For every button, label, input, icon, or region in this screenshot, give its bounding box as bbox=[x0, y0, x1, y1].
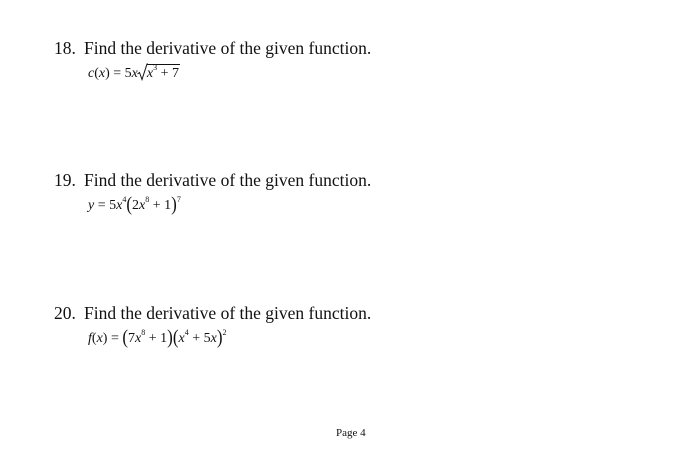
radicand-variable: x bbox=[146, 66, 154, 81]
right-paren: ) bbox=[167, 326, 173, 349]
right-paren: ) bbox=[216, 326, 223, 349]
inner-coefficient: 2 bbox=[132, 198, 140, 213]
outer-exponent: 7 bbox=[176, 195, 181, 204]
inner-exponent: 8 bbox=[145, 195, 150, 204]
problem-20-formula: $f(x) = (7x^8 + 1)(x^4 + 5x)^2$ bbox=[88, 326, 227, 349]
left-paren: ( bbox=[122, 326, 129, 349]
problem-20 bbox=[54, 303, 372, 349]
radicand-constant: 7 bbox=[172, 66, 180, 81]
variable: x bbox=[116, 198, 123, 213]
right-paren: ) bbox=[171, 193, 177, 216]
variable: x bbox=[98, 66, 106, 81]
variable: x bbox=[131, 66, 138, 81]
problem-19-statement bbox=[54, 170, 371, 190]
problem-20-number: 20. bbox=[54, 303, 76, 323]
constant: 1 bbox=[160, 331, 168, 346]
exponent: 4 bbox=[184, 328, 189, 337]
coefficient: 5 bbox=[203, 331, 211, 346]
problem-19 bbox=[54, 170, 372, 216]
problem-18 bbox=[54, 38, 372, 81]
page-number: Page 4 bbox=[336, 427, 366, 439]
outer-exponent: 2 bbox=[222, 328, 227, 337]
radicand: $x^3 + 7$ bbox=[146, 63, 180, 81]
inner-constant: 1 bbox=[164, 198, 172, 213]
left-paren: ( bbox=[172, 326, 179, 349]
function-name: c bbox=[88, 66, 95, 81]
exponent: 8 bbox=[141, 328, 146, 337]
problem-19-formula: $y = 5x^4(2x^8 + 1)^7$ bbox=[88, 193, 181, 216]
coefficient: 5 bbox=[109, 198, 117, 213]
square-root bbox=[138, 65, 180, 83]
radical-sign-icon bbox=[137, 63, 148, 81]
problem-19-text: Find the derivative of the given function. bbox=[84, 170, 372, 190]
coefficient: 5 bbox=[124, 66, 132, 81]
variable: x bbox=[96, 331, 103, 346]
variable: x bbox=[178, 331, 185, 346]
problem-20-statement bbox=[54, 303, 371, 323]
lhs-variable: y bbox=[88, 198, 95, 213]
coefficient: 7 bbox=[128, 331, 136, 346]
left-paren: ( bbox=[126, 193, 133, 216]
problem-20-text: Find the derivative of the given function. bbox=[84, 303, 372, 323]
variable: x bbox=[139, 198, 146, 213]
problem-18-number: 18. bbox=[54, 38, 76, 58]
function-name: f bbox=[88, 331, 92, 346]
problem-19-number: 19. bbox=[54, 170, 76, 190]
exponent: 4 bbox=[122, 195, 127, 204]
variable: x bbox=[210, 331, 217, 346]
problem-18-formula: c(x) = 5x $x^3 + 7$ bbox=[88, 63, 180, 81]
variable: x bbox=[135, 331, 142, 346]
problem-18-text: Find the derivative of the given function. bbox=[84, 38, 372, 58]
problem-18-statement bbox=[54, 38, 371, 58]
radicand-exponent: 3 bbox=[153, 63, 158, 72]
